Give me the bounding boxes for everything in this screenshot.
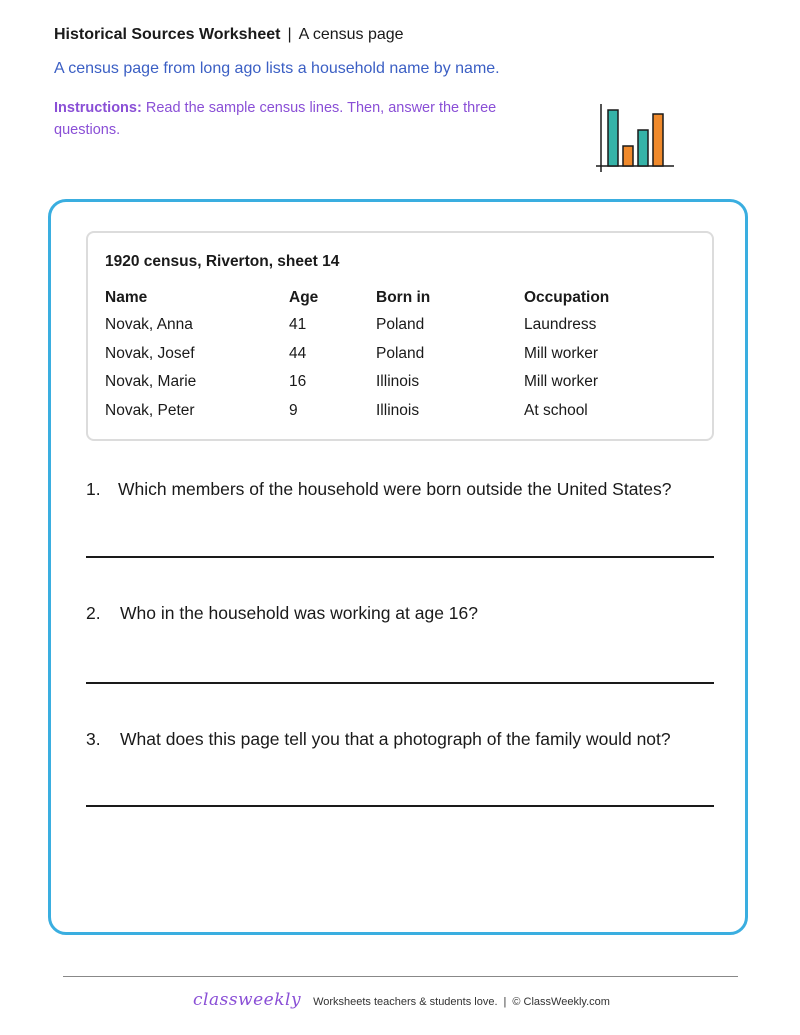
cell-occupation: Laundress xyxy=(524,316,597,334)
census-row xyxy=(105,397,644,426)
column-header-occupation: Occupation xyxy=(524,288,610,306)
instructions xyxy=(54,97,504,141)
instructions-label: Instructions: xyxy=(54,100,142,116)
worksheet-header xyxy=(54,26,404,44)
cell-occupation: Mill worker xyxy=(524,373,599,391)
chart-bar-3 xyxy=(638,130,648,166)
column-header-age: Age xyxy=(289,288,319,306)
cell-born-in: Poland xyxy=(376,316,425,334)
bar-chart-icon xyxy=(592,100,678,174)
worksheet-title: Historical Sources Worksheet xyxy=(54,26,281,43)
footer-divider xyxy=(63,976,738,977)
question-1 xyxy=(86,479,672,500)
census-table xyxy=(105,284,644,425)
footer xyxy=(193,990,610,1010)
chart-bar-2 xyxy=(623,146,633,166)
worksheet-subtitle: A census page from long ago lists a household name by name. xyxy=(54,60,500,77)
cell-name: Novak, Marie xyxy=(105,373,197,391)
cell-born-in: Poland xyxy=(376,344,425,362)
question-number: 1. xyxy=(86,479,101,499)
footer-separator: | xyxy=(503,996,507,1008)
census-title: 1920 census, Riverton, sheet 14 xyxy=(105,253,340,270)
census-row xyxy=(105,340,644,369)
census-row xyxy=(105,368,644,397)
question-text: Which members of the household were born outside the United States? xyxy=(118,479,672,499)
cell-occupation: Mill worker xyxy=(524,344,599,362)
cell-name: Novak, Peter xyxy=(105,401,195,419)
answer-line-1[interactable] xyxy=(86,556,714,558)
question-text: What does this page tell you that a photograph of the family would not? xyxy=(120,729,671,749)
cell-occupation: At school xyxy=(524,401,588,419)
question-3 xyxy=(86,729,671,750)
cell-age: 41 xyxy=(289,316,307,334)
footer-copyright: © ClassWeekly.com xyxy=(512,996,610,1008)
header-separator: | xyxy=(287,26,292,43)
chart-bar-4 xyxy=(653,114,663,166)
question-2 xyxy=(86,603,478,624)
cell-age: 44 xyxy=(289,344,307,362)
cell-age: 9 xyxy=(289,401,298,419)
cell-age: 16 xyxy=(289,373,307,391)
question-number: 3. xyxy=(86,729,101,749)
worksheet-topic: A census page xyxy=(298,26,404,43)
cell-name: Novak, Josef xyxy=(105,344,195,362)
question-text: Who in the household was working at age 16? xyxy=(120,603,479,623)
cell-born-in: Illinois xyxy=(376,401,420,419)
chart-bar-1 xyxy=(608,110,618,166)
instructions-text: Read the sample census lines. Then, answer the three questions. xyxy=(54,100,497,138)
cell-name: Novak, Anna xyxy=(105,316,193,334)
answer-line-3[interactable] xyxy=(86,805,714,807)
column-header-born-in: Born in xyxy=(376,288,431,306)
brand-logo: classweekly xyxy=(193,990,302,1010)
cell-born-in: Illinois xyxy=(376,373,420,391)
census-header-row xyxy=(105,284,644,311)
answer-line-2[interactable] xyxy=(86,682,714,684)
footer-tagline: Worksheets teachers & students love. xyxy=(313,996,498,1008)
column-header-name: Name xyxy=(105,288,148,306)
question-number: 2. xyxy=(86,603,101,623)
census-row xyxy=(105,311,644,340)
